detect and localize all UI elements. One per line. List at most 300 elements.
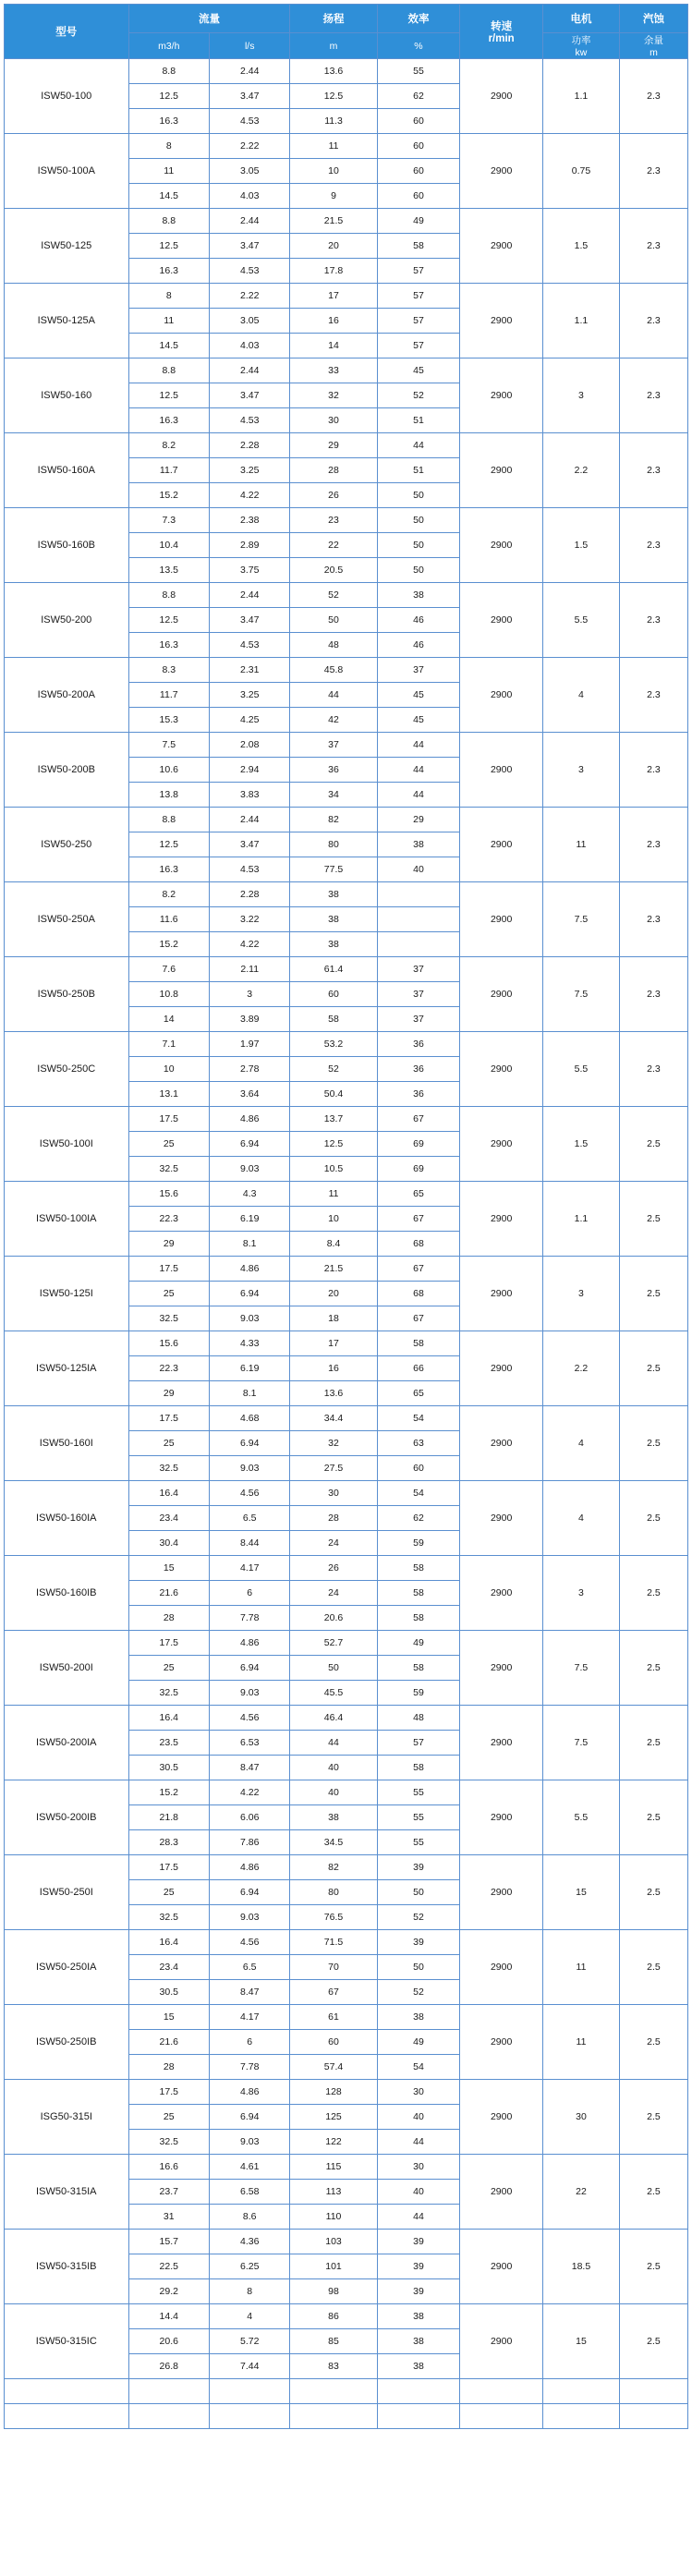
model-cell: ISW50-125I [5,1257,129,1331]
flow-ls: 2.94 [209,758,289,783]
efficiency-value: 55 [377,1780,460,1805]
table-row [5,2155,688,2180]
flow-m3h: 28 [128,2055,209,2080]
head-value: 45.8 [290,658,377,683]
npsh-value: 2.3 [619,209,687,284]
table-row [5,1855,688,1880]
flow-ls: 3.05 [209,159,289,184]
flow-ls: 5.72 [209,2329,289,2354]
efficiency-value: 69 [377,1132,460,1157]
empty-cell [209,2379,289,2404]
model-cell: ISW50-250B [5,957,129,1032]
motor-power-value: 3 [542,1257,619,1331]
flow-ls: 3.89 [209,1007,289,1032]
head-value: 60 [290,2030,377,2055]
flow-ls: 7.78 [209,1606,289,1631]
speed-value: 2900 [460,284,543,358]
flow-m3h: 23.4 [128,1506,209,1531]
table-row [5,2230,688,2254]
flow-ls: 3.05 [209,309,289,334]
flow-ls: 4 [209,2304,289,2329]
model-cell: ISW50-200IA [5,1706,129,1780]
speed-value: 2900 [460,957,543,1032]
head-value: 86 [290,2304,377,2329]
flow-ls: 6 [209,2030,289,2055]
head-value: 26 [290,483,377,508]
efficiency-value: 44 [377,2205,460,2230]
efficiency-value: 48 [377,1706,460,1731]
header-head-unit: m [290,33,377,59]
efficiency-value: 58 [377,1331,460,1356]
flow-m3h: 11.7 [128,458,209,483]
flow-m3h: 15.2 [128,932,209,957]
model-cell: ISW50-100A [5,134,129,209]
head-value: 11 [290,1182,377,1207]
motor-power-value: 7.5 [542,882,619,957]
table-row [5,433,688,458]
npsh-value: 2.3 [619,583,687,658]
flow-m3h: 12.5 [128,832,209,857]
head-value: 13.7 [290,1107,377,1132]
efficiency-value: 45 [377,358,460,383]
model-cell: ISW50-200I [5,1631,129,1706]
motor-power-value: 7.5 [542,957,619,1032]
flow-ls: 8.44 [209,1531,289,1556]
speed-value: 2900 [460,1406,543,1481]
flow-ls: 4.56 [209,1706,289,1731]
flow-m3h: 15 [128,2005,209,2030]
table-row [5,209,688,234]
head-value: 82 [290,1855,377,1880]
efficiency-value: 45 [377,708,460,733]
model-cell: ISW50-250I [5,1855,129,1930]
head-value: 40 [290,1780,377,1805]
flow-m3h: 17.5 [128,1406,209,1431]
efficiency-value [377,932,460,957]
model-cell: ISW50-250C [5,1032,129,1107]
efficiency-value: 54 [377,1406,460,1431]
efficiency-value: 52 [377,383,460,408]
flow-ls: 4.3 [209,1182,289,1207]
motor-power-value: 5.5 [542,583,619,658]
head-value: 20 [290,234,377,259]
flow-m3h: 30.5 [128,1980,209,2005]
flow-ls: 4.17 [209,2005,289,2030]
motor-power-value: 5.5 [542,1032,619,1107]
flow-m3h: 15 [128,1556,209,1581]
flow-m3h: 13.8 [128,783,209,808]
flow-m3h: 23.4 [128,1955,209,1980]
efficiency-value: 69 [377,1157,460,1182]
head-value: 16 [290,1356,377,1381]
table-row [5,2080,688,2105]
flow-m3h: 22.5 [128,2254,209,2279]
efficiency-value: 40 [377,857,460,882]
flow-m3h: 8.8 [128,358,209,383]
model-cell: ISW50-315IC [5,2304,129,2379]
flow-ls: 8 [209,2279,289,2304]
empty-cell [377,2404,460,2429]
head-value: 22 [290,533,377,558]
flow-ls: 3.25 [209,458,289,483]
head-value: 71.5 [290,1930,377,1955]
flow-ls: 4.86 [209,1855,289,1880]
empty-row [5,2379,688,2404]
speed-value: 2900 [460,1855,543,1930]
head-value: 34 [290,783,377,808]
motor-power-value: 15 [542,2304,619,2379]
flow-m3h: 8.2 [128,882,209,907]
efficiency-value: 59 [377,1681,460,1706]
model-cell: ISW50-160B [5,508,129,583]
head-value: 20.6 [290,1606,377,1631]
flow-m3h: 26.8 [128,2354,209,2379]
model-cell: ISW50-100 [5,59,129,134]
efficiency-value: 51 [377,458,460,483]
head-value: 34.5 [290,1830,377,1855]
flow-m3h: 14.5 [128,184,209,209]
npsh-value: 2.3 [619,808,687,882]
efficiency-value: 38 [377,2354,460,2379]
head-value: 80 [290,1880,377,1905]
motor-power-value: 7.5 [542,1706,619,1780]
flow-ls: 3.22 [209,907,289,932]
model-cell: ISW50-160IA [5,1481,129,1556]
flow-ls: 2.22 [209,284,289,309]
efficiency-value: 46 [377,608,460,633]
head-value: 46.4 [290,1706,377,1731]
table-row [5,358,688,383]
flow-m3h: 20.6 [128,2329,209,2354]
flow-m3h: 32.5 [128,1905,209,1930]
head-value: 61.4 [290,957,377,982]
efficiency-value: 36 [377,1032,460,1057]
flow-m3h: 8 [128,134,209,159]
flow-m3h: 12.5 [128,84,209,109]
model-cell: ISG50-315I [5,2080,129,2155]
model-cell: ISW50-100IA [5,1182,129,1257]
head-value: 125 [290,2105,377,2130]
model-cell: ISW50-160A [5,433,129,508]
flow-ls: 4.61 [209,2155,289,2180]
flow-m3h: 8.8 [128,59,209,84]
flow-m3h: 13.5 [128,558,209,583]
efficiency-value [377,882,460,907]
flow-ls: 4.53 [209,857,289,882]
flow-ls: 6.5 [209,1506,289,1531]
table-row [5,1107,688,1132]
head-value: 32 [290,383,377,408]
flow-ls: 2.31 [209,658,289,683]
flow-ls: 6.94 [209,1880,289,1905]
efficiency-value: 44 [377,783,460,808]
flow-ls: 4.25 [209,708,289,733]
head-value: 37 [290,733,377,758]
flow-m3h: 8.8 [128,209,209,234]
efficiency-value: 60 [377,159,460,184]
npsh-value: 2.5 [619,1930,687,2005]
flow-ls: 4.53 [209,408,289,433]
npsh-value: 2.5 [619,1855,687,1930]
flow-m3h: 28 [128,1606,209,1631]
head-value: 11.3 [290,109,377,134]
head-value: 45.5 [290,1681,377,1706]
head-value: 70 [290,1955,377,1980]
speed-value: 2900 [460,1780,543,1855]
flow-ls: 2.44 [209,808,289,832]
npsh-value: 2.3 [619,358,687,433]
efficiency-value: 51 [377,408,460,433]
model-cell: ISW50-160IB [5,1556,129,1631]
efficiency-value: 55 [377,59,460,84]
head-value: 18 [290,1306,377,1331]
efficiency-value: 38 [377,832,460,857]
motor-power-value: 1.1 [542,1182,619,1257]
flow-m3h: 21.8 [128,1805,209,1830]
pump-specification-table [4,4,688,2429]
efficiency-value: 38 [377,583,460,608]
header-npsh-label: 余量 [643,35,663,46]
speed-value: 2900 [460,2155,543,2230]
flow-ls: 4.56 [209,1481,289,1506]
empty-cell [128,2379,209,2404]
npsh-value: 2.5 [619,1406,687,1481]
header-npsh-unit-m: m [650,47,658,58]
flow-ls: 4.86 [209,2080,289,2105]
head-value: 30 [290,1481,377,1506]
model-cell: ISW50-125 [5,209,129,284]
speed-value: 2900 [460,583,543,658]
head-value: 115 [290,2155,377,2180]
flow-m3h: 15.6 [128,1182,209,1207]
flow-ls: 4.53 [209,109,289,134]
head-value: 20.5 [290,558,377,583]
speed-value: 2900 [460,2230,543,2304]
motor-power-value: 11 [542,1930,619,2005]
flow-ls: 8.1 [209,1381,289,1406]
motor-power-value: 7.5 [542,1631,619,1706]
flow-ls: 4.56 [209,1930,289,1955]
efficiency-value: 57 [377,309,460,334]
npsh-value: 2.5 [619,1257,687,1331]
flow-ls: 2.22 [209,134,289,159]
efficiency-value: 60 [377,1456,460,1481]
table-body [5,59,688,2429]
efficiency-value: 68 [377,1232,460,1257]
flow-ls: 3.64 [209,1082,289,1107]
flow-ls: 6.94 [209,2105,289,2130]
flow-m3h: 25 [128,1431,209,1456]
head-value: 44 [290,683,377,708]
head-value: 10 [290,1207,377,1232]
flow-ls: 9.03 [209,1905,289,1930]
head-value: 38 [290,1805,377,1830]
motor-power-value: 11 [542,808,619,882]
speed-value: 2900 [460,733,543,808]
motor-power-value: 22 [542,2155,619,2230]
flow-m3h: 31 [128,2205,209,2230]
header-speed [460,5,543,59]
head-value: 21.5 [290,209,377,234]
flow-ls: 8.1 [209,1232,289,1257]
empty-cell [209,2404,289,2429]
table-row [5,882,688,907]
motor-power-value: 4 [542,658,619,733]
speed-value: 2900 [460,209,543,284]
speed-value: 2900 [460,2080,543,2155]
empty-cell [290,2404,377,2429]
model-cell: ISW50-125IA [5,1331,129,1406]
head-value: 52.7 [290,1631,377,1656]
table-row [5,1556,688,1581]
flow-m3h: 12.5 [128,383,209,408]
flow-ls: 6.5 [209,1955,289,1980]
flow-m3h: 16.3 [128,259,209,284]
efficiency-value: 49 [377,209,460,234]
flow-m3h: 17.5 [128,2080,209,2105]
flow-ls: 6.06 [209,1805,289,1830]
flow-m3h: 15.2 [128,1780,209,1805]
flow-ls: 2.28 [209,433,289,458]
head-value: 28 [290,1506,377,1531]
flow-ls: 9.03 [209,1456,289,1481]
motor-power-value: 3 [542,1556,619,1631]
header-npsh: 汽蚀 [619,5,687,33]
efficiency-value: 58 [377,1756,460,1780]
head-value: 36 [290,758,377,783]
header-flow-unit-m3h: m3/h [128,33,209,59]
flow-ls: 8.47 [209,1756,289,1780]
table-row [5,733,688,758]
flow-m3h: 12.5 [128,608,209,633]
speed-value: 2900 [460,508,543,583]
flow-ls: 4.86 [209,1631,289,1656]
speed-value: 2900 [460,1631,543,1706]
flow-ls: 3.25 [209,683,289,708]
flow-m3h: 25 [128,1656,209,1681]
head-value: 122 [290,2130,377,2155]
head-value: 101 [290,2254,377,2279]
efficiency-value: 37 [377,658,460,683]
flow-m3h: 16.3 [128,633,209,658]
motor-power-value: 5.5 [542,1780,619,1855]
flow-m3h: 7.3 [128,508,209,533]
efficiency-value: 44 [377,2130,460,2155]
flow-m3h: 16.3 [128,857,209,882]
flow-m3h: 16.4 [128,1930,209,1955]
efficiency-value: 67 [377,1306,460,1331]
head-value: 27.5 [290,1456,377,1481]
head-value: 17 [290,284,377,309]
empty-cell [460,2379,543,2404]
npsh-value: 2.3 [619,1032,687,1107]
flow-m3h: 11 [128,309,209,334]
head-value: 103 [290,2230,377,2254]
header-flow: 流量 [128,5,290,33]
motor-power-value: 3 [542,358,619,433]
efficiency-value: 49 [377,2030,460,2055]
motor-power-value: 30 [542,2080,619,2155]
flow-m3h: 10 [128,1057,209,1082]
efficiency-value: 50 [377,508,460,533]
speed-value: 2900 [460,1182,543,1257]
efficiency-value [377,907,460,932]
flow-ls: 3.47 [209,608,289,633]
efficiency-value: 44 [377,758,460,783]
motor-power-value: 1.1 [542,59,619,134]
speed-value: 2900 [460,1930,543,2005]
efficiency-value: 60 [377,109,460,134]
npsh-value: 2.5 [619,1331,687,1406]
head-value: 11 [290,134,377,159]
head-value: 52 [290,583,377,608]
flow-m3h: 11.7 [128,683,209,708]
motor-power-value: 1.1 [542,284,619,358]
flow-ls: 4.86 [209,1257,289,1282]
speed-value: 2900 [460,59,543,134]
flow-ls: 2.38 [209,508,289,533]
table-row [5,1182,688,1207]
model-cell: ISW50-315IA [5,2155,129,2230]
empty-cell [5,2404,129,2429]
efficiency-value: 58 [377,1581,460,1606]
head-value: 10.5 [290,1157,377,1182]
flow-ls: 7.86 [209,1830,289,1855]
head-value: 30 [290,408,377,433]
npsh-value: 2.5 [619,2005,687,2080]
efficiency-value: 57 [377,284,460,309]
table-row [5,1930,688,1955]
empty-cell [542,2404,619,2429]
flow-m3h: 7.1 [128,1032,209,1057]
npsh-value: 2.5 [619,2304,687,2379]
efficiency-value: 38 [377,2304,460,2329]
flow-m3h: 21.6 [128,2030,209,2055]
head-value: 82 [290,808,377,832]
table-row [5,2005,688,2030]
flow-m3h: 17.5 [128,1257,209,1282]
efficiency-value: 58 [377,1656,460,1681]
head-value: 98 [290,2279,377,2304]
flow-m3h: 23.7 [128,2180,209,2205]
efficiency-value: 67 [377,1107,460,1132]
flow-m3h: 12.5 [128,234,209,259]
efficiency-value: 49 [377,1631,460,1656]
flow-m3h: 29 [128,1381,209,1406]
flow-m3h: 23.5 [128,1731,209,1756]
flow-ls: 2.44 [209,583,289,608]
efficiency-value: 55 [377,1830,460,1855]
efficiency-value: 29 [377,808,460,832]
flow-m3h: 14.5 [128,334,209,358]
table-row [5,1032,688,1057]
flow-m3h: 32.5 [128,1157,209,1182]
npsh-value: 2.5 [619,2155,687,2230]
motor-power-value: 15 [542,1855,619,1930]
motor-power-value: 4 [542,1481,619,1556]
efficiency-value: 38 [377,2329,460,2354]
efficiency-value: 39 [377,1855,460,1880]
efficiency-value: 63 [377,1431,460,1456]
header-speed-unit: r/min [488,33,515,44]
speed-value: 2900 [460,1706,543,1780]
head-value: 113 [290,2180,377,2205]
model-cell: ISW50-250IA [5,1930,129,2005]
head-value: 21.5 [290,1257,377,1282]
empty-cell [290,2379,377,2404]
head-value: 14 [290,334,377,358]
speed-value: 2900 [460,2005,543,2080]
